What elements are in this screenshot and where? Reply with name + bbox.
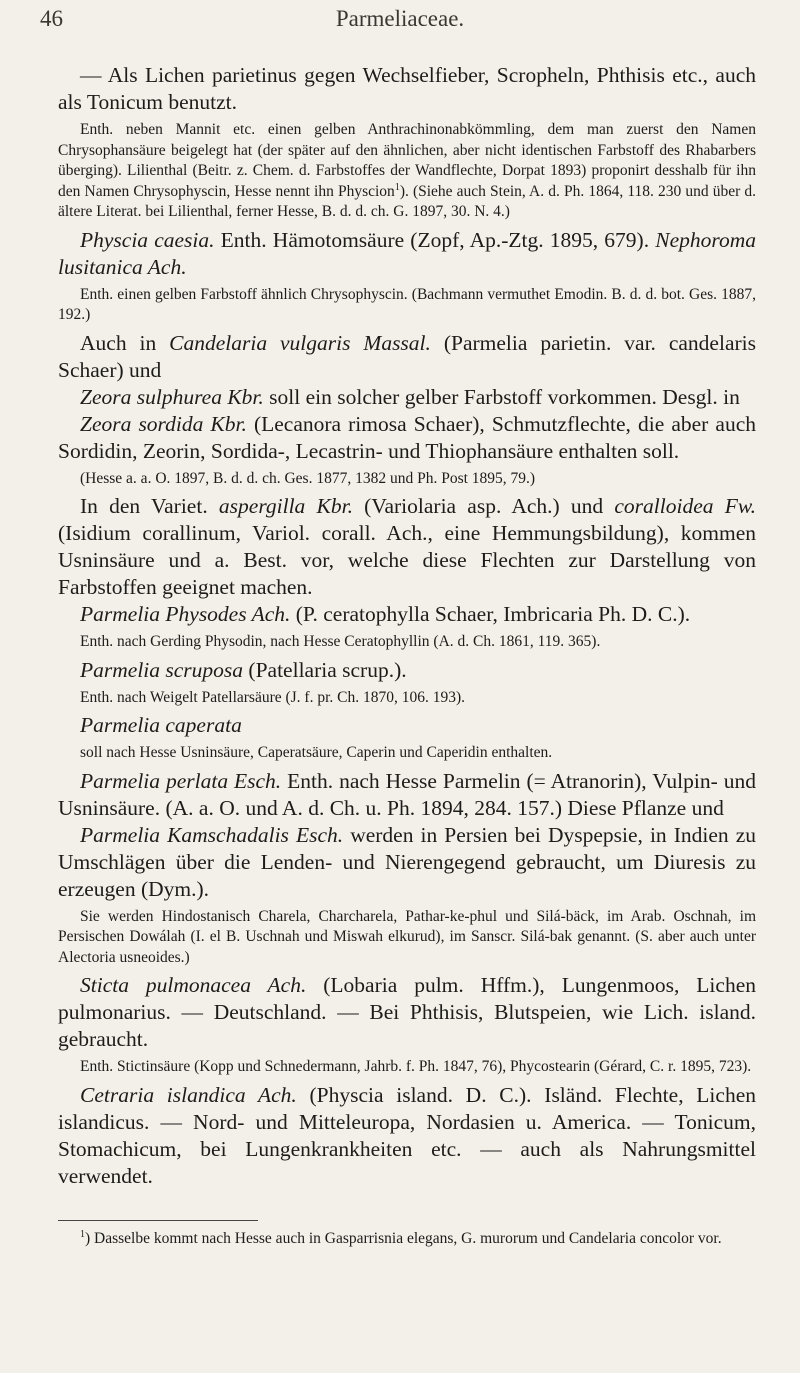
entry-paragraph	[58, 657, 756, 684]
entry-paragraph	[58, 384, 756, 411]
text-run: Enth. Stictinsäure (Kopp und Schnedermann, Jahrb. f. Ph. 1847, 76), Phycostearin (Gérard, C. r. 1895, 723).	[80, 1058, 752, 1075]
text-run: (P. ceratophylla Schaer, Imbricaria Ph. D. C.).	[290, 602, 691, 626]
text-run: (Lecanora rimosa Schaer), Schmutzflechte, die aber auch Sordidin, Zeorin, Sordida-, Lecastrin- und Thiophansäure enthalten soll.	[58, 411, 756, 463]
taxon-name: aspergilla Kbr.	[218, 494, 353, 518]
entry-paragraph	[58, 493, 756, 601]
text-run: Enth. nach Gerding Physodin, nach Hesse Ceratophyllin (A. d. Ch. 1861, 119. 365).	[80, 633, 601, 650]
taxon-name: coralloidea Fw.	[614, 494, 756, 518]
note-paragraph	[58, 1057, 756, 1078]
note-paragraph	[58, 120, 756, 223]
text-run: (Isidium corallinum, Variol. corall. Ach., eine Hemmungsbildung), kommen Usninsäure und a. Best. vor, welche diese Flechten zur Darstellung von Farbstoffen geeignet machen.	[58, 521, 756, 599]
taxon-name: Candelaria vulgaris Massal.	[169, 330, 431, 355]
footnote-text: ) Dasselbe kommt nach Hesse auch in Gasparrisnia elegans, G. murorum und Candelaria concolor vor.	[85, 1229, 722, 1247]
entry-paragraph	[58, 330, 756, 384]
footnote-marker: 1	[80, 1228, 85, 1240]
text-run: Enth. Hämotomsäure (Zopf, Ap.-Ztg. 1895, 679).	[214, 227, 656, 252]
entry-paragraph	[58, 227, 756, 281]
entry-paragraph	[58, 972, 756, 1053]
text-run: (Hesse a. a. O. 1897, B. d. d. ch. Ges. 1877, 1382 und Ph. Post 1895, 79.)	[80, 469, 536, 487]
text-run: soll ein solcher gelber Farbstoff vorkommen. Desgl. in	[263, 384, 740, 409]
text-run: (Variolaria asp. Ach.) und	[352, 494, 615, 518]
entry-paragraph	[58, 1082, 756, 1190]
note-paragraph	[58, 743, 756, 764]
paragraph-list	[58, 62, 756, 1190]
text-run: Sie werden Hindostanisch Charela, Charcharela, Pathar-ke-phul und Silá-bäck, im Arab. Oschnah, im Persischen Dowálah (I. el B. Uschnah und Miswah elkurud), im Sanscr. Silá-bak genannt. (S. aber auch unter Alectoria usneoides.)	[58, 907, 756, 966]
entry-paragraph	[58, 62, 756, 116]
text-run: werden in Persien bei Dyspepsie, in Indien zu Umschlägen über die Lenden- und Nierengegend gebraucht, um Diuresis zu erzeugen (Dym.).	[58, 822, 756, 901]
note-paragraph	[58, 469, 756, 490]
note-paragraph	[58, 907, 756, 969]
body-text	[58, 62, 756, 1249]
note-paragraph	[58, 632, 756, 653]
page-header	[40, 6, 760, 42]
entry-paragraph	[58, 411, 756, 465]
taxon-name: Nephoroma lusitanica Ach.	[58, 227, 756, 279]
text-run: Enth. nach Hesse Parmelin (= Atranorin), Vulpin- und Usninsäure. (A. a. O. und A. d. Ch. u. Ph. 1894, 284. 157.) Diese Pflanze und	[58, 768, 756, 820]
taxon-name: Zeora sordida Kbr.	[80, 411, 247, 436]
text-run: (Lobaria pulm. Hffm.), Lungenmoos, Lichen pulmonarius. — Deutschland. — Bei Phthisis, Blutspeien, wie Lich. island. gebraucht.	[58, 973, 756, 1051]
taxon-name: Cetraria islandica Ach.	[80, 1082, 297, 1107]
footnote-rule	[58, 1220, 258, 1221]
taxon-name: Sticta pulmonacea Ach.	[80, 973, 307, 997]
entry-paragraph	[58, 822, 756, 903]
taxon-name: Zeora sulphurea Kbr.	[80, 384, 264, 409]
entry-paragraph	[58, 712, 756, 739]
text-run: ). (Siehe auch Stein, A. d. Ph. 1864, 118. 230 und über d. ältere Literat. bei Lilienthal, ferner Hesse, B. d. d. ch. G. 1897, 30. N. 4.)	[58, 182, 756, 220]
taxon-name: Physcia caesia.	[80, 227, 215, 252]
taxon-name: Parmelia perlata Esch.	[80, 768, 282, 793]
text-run: In den Variet.	[80, 494, 219, 518]
text-run: (Parmelia parietin. var. candelaris Schaer) und	[58, 330, 756, 382]
text-run: soll nach Hesse Usninsäure, Caperatsäure, Caperin und Caperidin enthalten.	[80, 744, 553, 761]
text-run: (Patellaria scrup.).	[243, 657, 407, 682]
page-number: 46	[40, 6, 63, 31]
text-run: — Als Lichen parietinus gegen Wechselfieber, Scropheln, Phthisis etc., auch als Tonicum benutzt.	[58, 63, 756, 114]
entry-paragraph	[58, 601, 756, 628]
text-run: (Physcia island. D. C.). Isländ. Flechte, Lichen islandicus. — Nord- und Mitteleuropa, Nordasien u. America. — Tonicum, Stomachicum, bei Lungenkrankheiten etc. — auch als Nahrungsmittel verwendet.	[58, 1082, 756, 1188]
taxon-name: Parmelia caperata	[80, 713, 242, 737]
text-run: Auch in	[80, 330, 170, 355]
entry-paragraph	[58, 768, 756, 822]
text-run: Enth. nach Weigelt Patellarsäure (J. f. pr. Ch. 1870, 106. 193).	[80, 688, 466, 706]
taxon-name: Parmelia Kamschadalis Esch.	[80, 822, 344, 847]
taxon-name: Parmelia scruposa	[80, 657, 244, 682]
text-run: Enth. neben Mannit etc. einen gelben Anthrachinonabkömmling, dem man zuerst den Namen Chrysophansäure beigelegt hat (der später auf den ähnlichen, aber nicht identischen Farbstoff des Rhabarbers überging). Lilienthal (Beitr. z. Chem. d. Farbstoffes der Wandflechte, Dorpat 1893) proponirt desshalb für ihn den Namen Chrysophyscin, Hesse nennt ihn Physcion	[58, 121, 756, 200]
taxon-name: Parmelia Physodes Ach.	[80, 602, 291, 626]
note-paragraph	[58, 285, 756, 326]
running-head: Parmeliaceae.	[335, 6, 465, 31]
footnote-reference: 1	[394, 181, 400, 193]
text-run: Enth. einen gelben Farbstoff ähnlich Chrysophyscin. (Bachmann vermuthet Emodin. B. d. d. bot. Ges. 1887, 192.)	[58, 285, 756, 323]
note-paragraph	[58, 688, 756, 709]
footnote	[58, 1229, 756, 1249]
